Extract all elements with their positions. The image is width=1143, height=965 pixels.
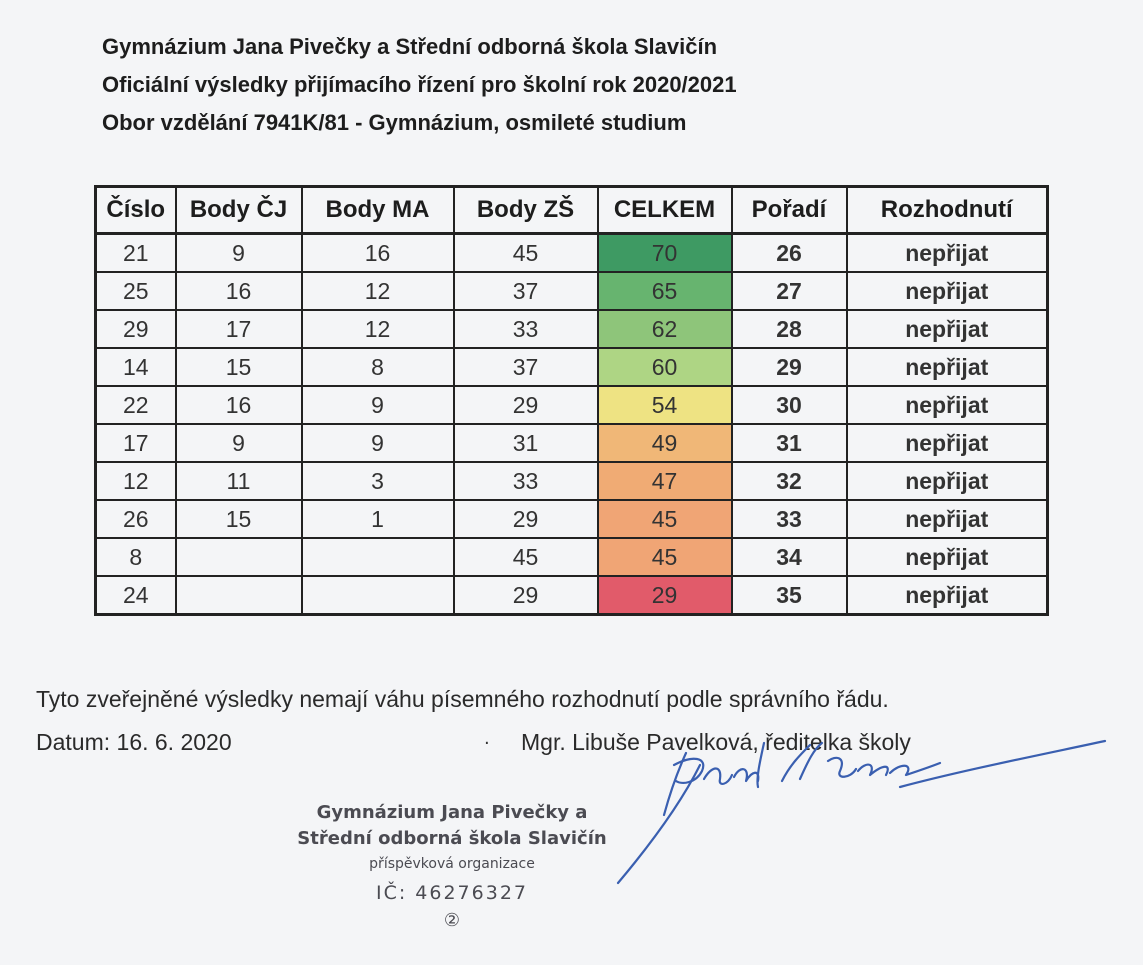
body-zs-cell: 31 xyxy=(454,424,598,462)
cislo-cell: 26 xyxy=(96,500,176,538)
celkem-cell: 65 xyxy=(598,272,732,310)
body-cj-cell xyxy=(176,538,302,576)
column-header-cislo: Číslo xyxy=(96,187,176,234)
rozhodnuti-cell: nepřijat xyxy=(847,538,1048,576)
poradi-cell: 34 xyxy=(732,538,847,576)
rozhodnuti-cell: nepřijat xyxy=(847,310,1048,348)
body-cj-cell: 15 xyxy=(176,348,302,386)
celkem-cell: 62 xyxy=(598,310,732,348)
official-stamp xyxy=(282,800,622,932)
celkem-cell: 60 xyxy=(598,348,732,386)
body-ma-cell xyxy=(302,576,454,615)
celkem-cell: 47 xyxy=(598,462,732,500)
table-header-row xyxy=(96,187,1048,234)
body-ma-cell xyxy=(302,538,454,576)
poradi-cell: 28 xyxy=(732,310,847,348)
body-cj-cell: 16 xyxy=(176,272,302,310)
poradi-cell: 29 xyxy=(732,348,847,386)
cislo-cell: 12 xyxy=(96,462,176,500)
table-row xyxy=(96,538,1048,576)
rozhodnuti-cell: nepřijat xyxy=(847,576,1048,615)
poradi-cell: 35 xyxy=(732,576,847,615)
body-cj-cell: 9 xyxy=(176,234,302,273)
body-zs-cell: 37 xyxy=(454,348,598,386)
stamp-circled-number: ② xyxy=(443,910,461,931)
table-row xyxy=(96,310,1048,348)
cislo-cell: 21 xyxy=(96,234,176,273)
document-date: Datum: 16. 6. 2020 xyxy=(36,729,232,755)
body-zs-cell: 37 xyxy=(454,272,598,310)
body-zs-cell: 29 xyxy=(454,386,598,424)
body-ma-cell: 12 xyxy=(302,272,454,310)
poradi-cell: 26 xyxy=(732,234,847,273)
rozhodnuti-cell: nepřijat xyxy=(847,386,1048,424)
column-header-rozhodnuti: Rozhodnutí xyxy=(847,187,1048,234)
dot-mark: · xyxy=(484,733,490,754)
stamp-organization-type: příspěvková organizace xyxy=(369,856,535,872)
body-zs-cell: 45 xyxy=(454,234,598,273)
table-row xyxy=(96,500,1048,538)
body-cj-cell: 9 xyxy=(176,424,302,462)
rozhodnuti-cell: nepřijat xyxy=(847,500,1048,538)
document-title: Oficiální výsledky přijímacího řízení pro školní rok 2020/2021 xyxy=(102,72,737,97)
body-ma-cell: 9 xyxy=(302,424,454,462)
table-row xyxy=(96,234,1048,273)
stamp-ic-number: IČ: 46276327 xyxy=(375,882,529,904)
body-ma-cell: 1 xyxy=(302,500,454,538)
body-zs-cell: 45 xyxy=(454,538,598,576)
body-cj-cell: 15 xyxy=(176,500,302,538)
column-header-body-ma: Body MA xyxy=(302,187,454,234)
rozhodnuti-cell: nepřijat xyxy=(847,462,1048,500)
column-header-body-cj: Body ČJ xyxy=(176,187,302,234)
body-cj-cell xyxy=(176,576,302,615)
cislo-cell: 22 xyxy=(96,386,176,424)
body-ma-cell: 3 xyxy=(302,462,454,500)
poradi-cell: 32 xyxy=(732,462,847,500)
poradi-cell: 33 xyxy=(732,500,847,538)
poradi-cell: 27 xyxy=(732,272,847,310)
column-header-celkem: CELKEM xyxy=(598,187,732,234)
body-zs-cell: 29 xyxy=(454,500,598,538)
body-cj-cell: 17 xyxy=(176,310,302,348)
body-zs-cell: 29 xyxy=(454,576,598,615)
table-row xyxy=(96,272,1048,310)
school-name: Gymnázium Jana Pivečky a Střední odborná škola Slavičín xyxy=(102,34,718,59)
rozhodnuti-cell: nepřijat xyxy=(847,234,1048,273)
poradi-cell: 31 xyxy=(732,424,847,462)
cislo-cell: 25 xyxy=(96,272,176,310)
document-header xyxy=(102,28,737,142)
cislo-cell: 29 xyxy=(96,310,176,348)
table-row xyxy=(96,576,1048,615)
body-cj-cell: 11 xyxy=(176,462,302,500)
handwritten-signature xyxy=(600,735,1120,885)
celkem-cell: 70 xyxy=(598,234,732,273)
rozhodnuti-cell: nepřijat xyxy=(847,424,1048,462)
table-row xyxy=(96,348,1048,386)
director-name: Mgr. Libuše Pavelková, ředitelka školy xyxy=(521,729,911,755)
table-row xyxy=(96,386,1048,424)
column-header-poradi: Pořadí xyxy=(732,187,847,234)
celkem-cell: 29 xyxy=(598,576,732,615)
body-zs-cell: 33 xyxy=(454,462,598,500)
body-ma-cell: 9 xyxy=(302,386,454,424)
study-program: Obor vzdělání 7941K/81 - Gymnázium, osmileté studium xyxy=(102,110,687,135)
column-header-body-zs: Body ZŠ xyxy=(454,187,598,234)
rozhodnuti-cell: nepřijat xyxy=(847,272,1048,310)
table-row xyxy=(96,462,1048,500)
disclaimer-note: Tyto zveřejněné výsledky nemají váhu písemného rozhodnutí podle správního řádu. xyxy=(36,686,889,712)
body-ma-cell: 12 xyxy=(302,310,454,348)
body-ma-cell: 8 xyxy=(302,348,454,386)
results-table xyxy=(94,185,1049,616)
body-cj-cell: 16 xyxy=(176,386,302,424)
table-row xyxy=(96,424,1048,462)
celkem-cell: 45 xyxy=(598,538,732,576)
celkem-cell: 54 xyxy=(598,386,732,424)
poradi-cell: 30 xyxy=(732,386,847,424)
stamp-school-line1: Gymnázium Jana Pivečky a xyxy=(316,802,588,823)
cislo-cell: 17 xyxy=(96,424,176,462)
cislo-cell: 14 xyxy=(96,348,176,386)
celkem-cell: 49 xyxy=(598,424,732,462)
stamp-school-line2: Střední odborná škola Slavičín xyxy=(297,828,607,849)
celkem-cell: 45 xyxy=(598,500,732,538)
rozhodnuti-cell: nepřijat xyxy=(847,348,1048,386)
cislo-cell: 8 xyxy=(96,538,176,576)
body-ma-cell: 16 xyxy=(302,234,454,273)
cislo-cell: 24 xyxy=(96,576,176,615)
body-zs-cell: 33 xyxy=(454,310,598,348)
